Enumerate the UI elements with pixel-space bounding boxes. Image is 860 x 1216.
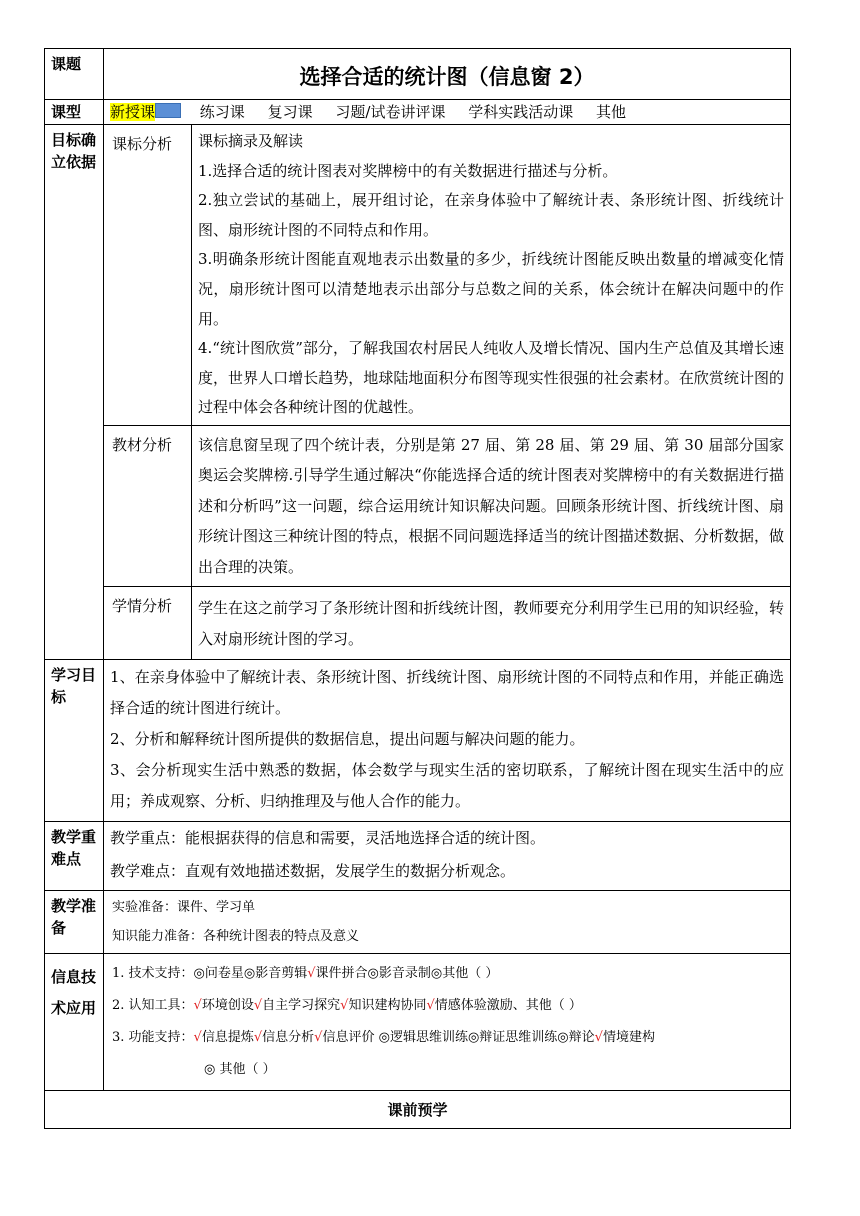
check-icon: √ bbox=[253, 1029, 263, 1045]
lesson-type-option[interactable]: 其他 bbox=[596, 103, 627, 121]
students-content bbox=[192, 586, 791, 659]
key-points-label: 教学重难点 bbox=[45, 821, 104, 890]
objectives-label: 学习目标 bbox=[45, 659, 104, 821]
curriculum-item: 1.选择合适的统计图表对奖牌榜中的有关数据进行描述与分析。 bbox=[198, 161, 618, 180]
check-icon: √ bbox=[307, 965, 316, 981]
teaching-focus: 教学重点：能根据获得的信息和需要，灵活地选择合适的统计图。 bbox=[110, 828, 546, 847]
curriculum-content bbox=[192, 125, 791, 426]
lesson-type-option[interactable]: 复习课 bbox=[267, 103, 313, 121]
lesson-plan-table bbox=[44, 48, 791, 1129]
objective-item: 1、在亲身体验中了解统计表、条形统计图、折线统计图、扇形统计图的不同特点和作用，并能正确选择合适的统计图进行统计。 bbox=[110, 667, 785, 717]
page-title: 选择合适的统计图（信息窗 2） bbox=[104, 49, 791, 100]
lesson-type-option[interactable]: 学科实践活动课 bbox=[468, 103, 574, 121]
knowledge-prep: 知识能力准备：各种统计图表的特点及意义 bbox=[112, 928, 360, 944]
preparation-content bbox=[104, 890, 791, 953]
curriculum-item: 3.明确条形统计图能直观地表示出数量的多少，折线统计图能反映出数量的增减变化情况，扇形统计图可以清楚地表示出部分与总数之间的关系，体会统计在解决问题中的作用。 bbox=[198, 250, 785, 328]
cognitive-tools-line: 2. 认知工具：√环境创设√自主学习探究√知识建构协同√情感体验激励、其他（ ） bbox=[112, 997, 582, 1013]
selection-marker-icon bbox=[155, 103, 181, 118]
key-points-content bbox=[104, 821, 791, 890]
curriculum-item: 4.“统计图欣赏”部分，了解我国农村居民人纯收人及增长情况、国内生产总值及其增长速度，世界人口增长趋势，地球陆地面积分布图等现实性很强的社会素材。在欣赏统计图的过程中体会各种统计图的优越性。 bbox=[198, 339, 785, 417]
check-icon: √ bbox=[193, 1029, 202, 1045]
curriculum-heading: 课标摘录及解读 bbox=[198, 132, 304, 150]
lesson-type-row bbox=[45, 100, 791, 125]
check-icon: √ bbox=[314, 1029, 323, 1045]
check-icon: √ bbox=[426, 997, 435, 1013]
lesson-type-options bbox=[104, 100, 791, 125]
curriculum-label: 课标分析 bbox=[104, 125, 192, 426]
it-application-content bbox=[104, 953, 791, 1090]
check-icon: √ bbox=[594, 1029, 603, 1045]
textbook-text: 该信息窗呈现了四个统计表，分别是第 27 届、第 28 届、第 29 届、第 30 届部分国家奥运会奖牌榜.引导学生通过解决“你能选择合适的统计图表对奖牌榜中的有关数据进行描述和分析吗”这一问题，综合运用统计知识解决问题。回顾条形统计图、折线统计图、扇形统计图这三种统计图的特点，根据不同问题选择适当的统计图描述数据、分析数据，做出合理的决策。 bbox=[198, 435, 785, 576]
type-label: 课型 bbox=[45, 100, 104, 125]
check-icon: √ bbox=[340, 997, 349, 1013]
function-support-continuation: ◎ 其他（ ） bbox=[204, 1061, 276, 1077]
textbook-label: 教材分析 bbox=[104, 425, 192, 586]
it-application-label: 信息技术应用 bbox=[45, 953, 104, 1090]
objectives-content bbox=[104, 659, 791, 821]
basis-label: 目标确立依据 bbox=[45, 125, 104, 660]
lesson-type-option[interactable]: 习题/试卷讲评课 bbox=[335, 103, 446, 121]
objectives-row bbox=[45, 659, 791, 821]
check-icon: √ bbox=[193, 997, 202, 1013]
function-support-line: 3. 功能支持：√信息提炼√信息分析√信息评价 ◎逻辑思维训练◎辩证思维训练◎辩论√情境建构 bbox=[112, 1029, 655, 1045]
it-application-row bbox=[45, 953, 791, 1090]
students-row bbox=[45, 586, 791, 659]
preparation-label: 教学准备 bbox=[45, 890, 104, 953]
pre-study-heading: 课前预学 bbox=[45, 1090, 791, 1128]
textbook-content bbox=[192, 425, 791, 586]
students-text: 学生在这之前学习了条形统计图和折线统计图，教师要充分利用学生已用的知识经验，转入对扇形统计图的学习。 bbox=[198, 598, 785, 648]
curriculum-row bbox=[45, 125, 791, 426]
experiment-prep: 实验准备：课件、学习单 bbox=[112, 899, 256, 915]
lesson-type-option[interactable]: 练习课 bbox=[199, 103, 245, 121]
topic-label: 课题 bbox=[45, 49, 104, 100]
check-icon: √ bbox=[253, 997, 263, 1013]
objective-item: 2、分析和解释统计图所提供的数据信息，提出问题与解决问题的能力。 bbox=[110, 729, 585, 748]
title-row bbox=[45, 49, 791, 100]
textbook-row bbox=[45, 425, 791, 586]
curriculum-item: 2.独立尝试的基础上，展开组讨论，在亲身体验中了解统计表、条形统计图、折线统计图、扇形统计图的不同特点和作用。 bbox=[198, 191, 785, 239]
objective-item: 3、会分析现实生活中熟悉的数据，体会数学与现实生活的密切联系，了解统计图在现实生活中的应用；养成观察、分析、归纳推理及与他人合作的能力。 bbox=[110, 760, 785, 810]
preparation-row bbox=[45, 890, 791, 953]
students-label: 学情分析 bbox=[104, 586, 192, 659]
key-points-row bbox=[45, 821, 791, 890]
tech-support-line: 1. 技术支持：◎问卷星◎影音剪辑√课件拼合◎影音录制◎其他（ ） bbox=[112, 965, 499, 981]
teaching-difficulty: 教学难点：直观有效地描述数据，发展学生的数据分析观念。 bbox=[110, 861, 516, 880]
lesson-type-selected[interactable]: 新授课 bbox=[110, 103, 156, 121]
pre-study-row bbox=[45, 1090, 791, 1128]
